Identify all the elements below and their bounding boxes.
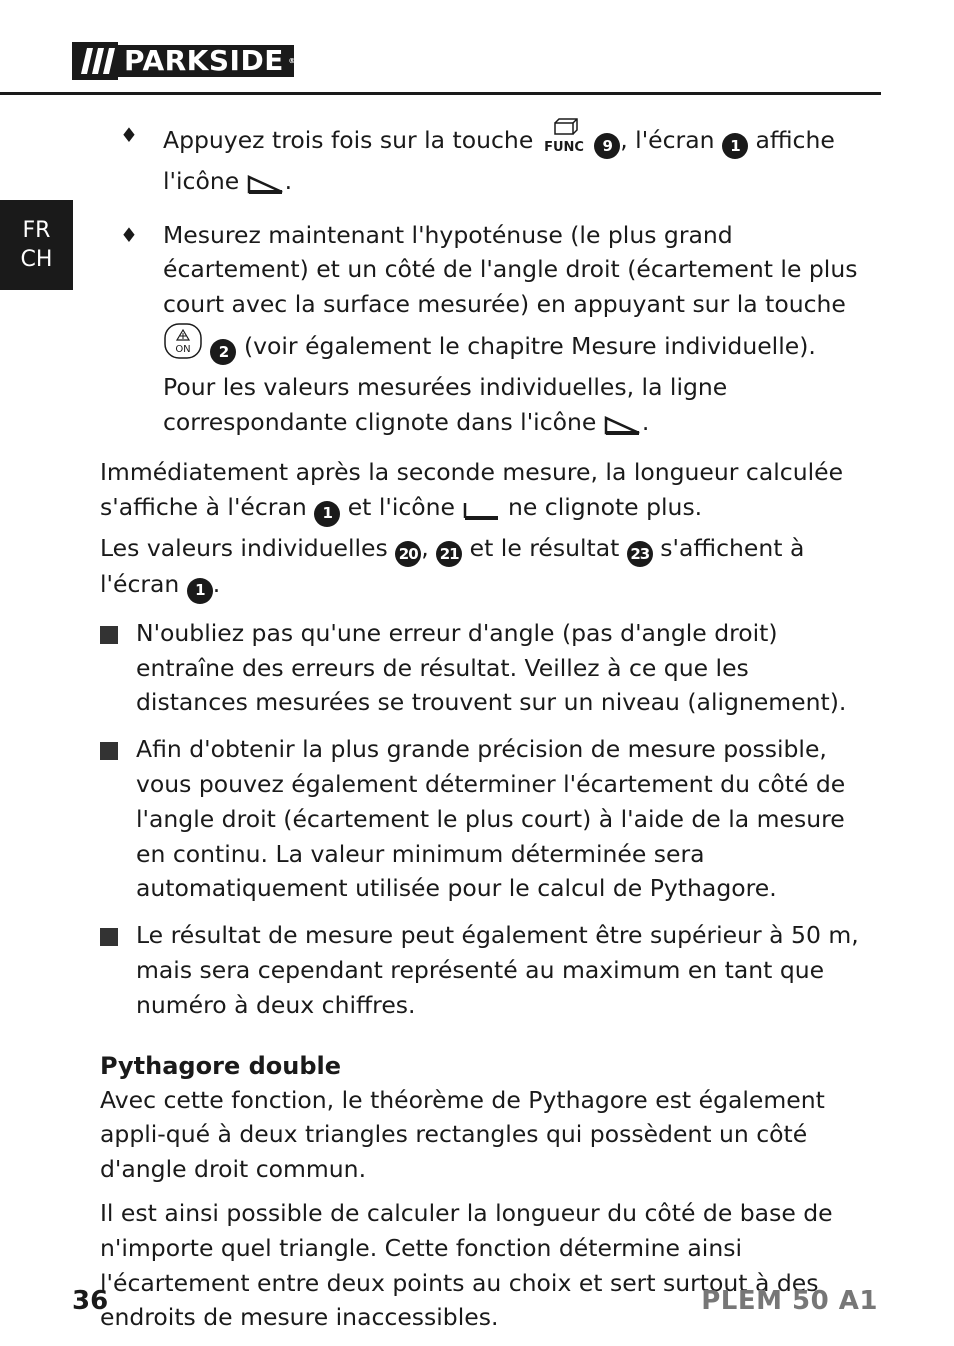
diamond-bullet-icon: ♦ — [120, 123, 138, 147]
square-bullet-icon — [100, 928, 118, 946]
lang-fr: FR — [22, 218, 51, 243]
reference-number: 9 — [594, 133, 620, 159]
reference-number: 1 — [187, 578, 213, 604]
reference-number: 2 — [210, 339, 236, 365]
on-key-icon — [163, 322, 203, 370]
func-key-icon — [541, 118, 587, 164]
section-heading: Pythagore double — [100, 1051, 342, 1080]
section-paragraph: Il est ainsi possible de calculer la longueur du côté de base de n'importe quel triangle. Cette fonction détermine ainsi l'écartement entre deux points au choix et sert surtout à des endroits de mesure inaccessibles. — [100, 1198, 833, 1332]
reference-number: 21 — [436, 541, 462, 567]
reference-number: 23 — [627, 541, 653, 567]
parkside-logo — [72, 42, 297, 80]
page-content — [100, 118, 860, 1335]
note-item — [100, 732, 860, 906]
diamond-bullet-icon: ♦ — [120, 222, 138, 247]
logo-wordmark: PARKSIDE ® — [118, 42, 297, 80]
header-rule — [0, 92, 881, 95]
note-item — [100, 616, 860, 720]
triangle-icon — [247, 170, 285, 205]
triangle-icon — [463, 496, 501, 531]
note-text: N'oubliez pas qu'une erreur d'angle (pas d'angle droit) entraîne des erreurs de résultat. Veillez à ce que les distances mesurées se trouvent sur un niveau (alignement). — [136, 618, 847, 717]
step-text: Mesurez maintenant l'hypoténuse (le plus grand écartement) et un côté de l'angle droit (écartement le plus court avec la surface mesurée) en appuyant sur la touche ON 2 (voir également le chapitre Mesure individuelle). Pour les valeurs mesurées individuelles, la ligne correspondante clignote dans l'icône . — [163, 218, 860, 446]
note-item — [100, 918, 860, 1022]
square-bullet-icon — [100, 742, 118, 760]
result-paragraph: Immédiatement après la seconde mesure, la longueur calculée s'affiche à l'écran 1 et l'icône ne clignote plus. Les valeurs individuelles 20 , 21 et le résultat 23 s'affichent à l'écran 1 . — [100, 455, 860, 603]
reference-number: 20 — [395, 541, 421, 567]
language-tab — [0, 200, 73, 290]
note-text: Afin d'obtenir la plus grande précision de mesure possible, vous pouvez également déterminer l'écartement du côté de l'angle droit (écartement le plus court) à l'aide de la mesure en continu. La valeur minimum déterminée sera automatiquement utilisée pour le calcul de Pythagore. — [136, 735, 846, 903]
svg-text:FUNC: FUNC — [543, 140, 584, 154]
triangle-icon — [604, 411, 642, 446]
page-number: 36 — [72, 1286, 109, 1316]
svg-text:ON: ON — [175, 343, 191, 355]
step-text: Appuyez trois fois sur la touche FUNC 9 , l'écran 1 affiche l'icône . — [163, 118, 860, 205]
square-bullet-icon — [100, 626, 118, 644]
logo-slashes-icon — [72, 42, 118, 80]
reference-number: 1 — [314, 501, 340, 527]
lang-ch: CH — [20, 247, 53, 272]
section-paragraph: Avec cette fonction, le théorème de Pythagore est également appli-qué à deux triangles rectangles qui possèdent un côté d'angle droit commun. — [100, 1085, 825, 1184]
step-item — [100, 118, 860, 205]
note-text: Le résultat de mesure peut également être supérieur à 50 m, mais sera cependant représenté au maximum en tant que numéro à deux chiffres. — [136, 921, 859, 1019]
step-item — [100, 218, 860, 446]
reference-number: 1 — [722, 133, 748, 159]
model-name: PLEM 50 A1 — [701, 1286, 878, 1316]
